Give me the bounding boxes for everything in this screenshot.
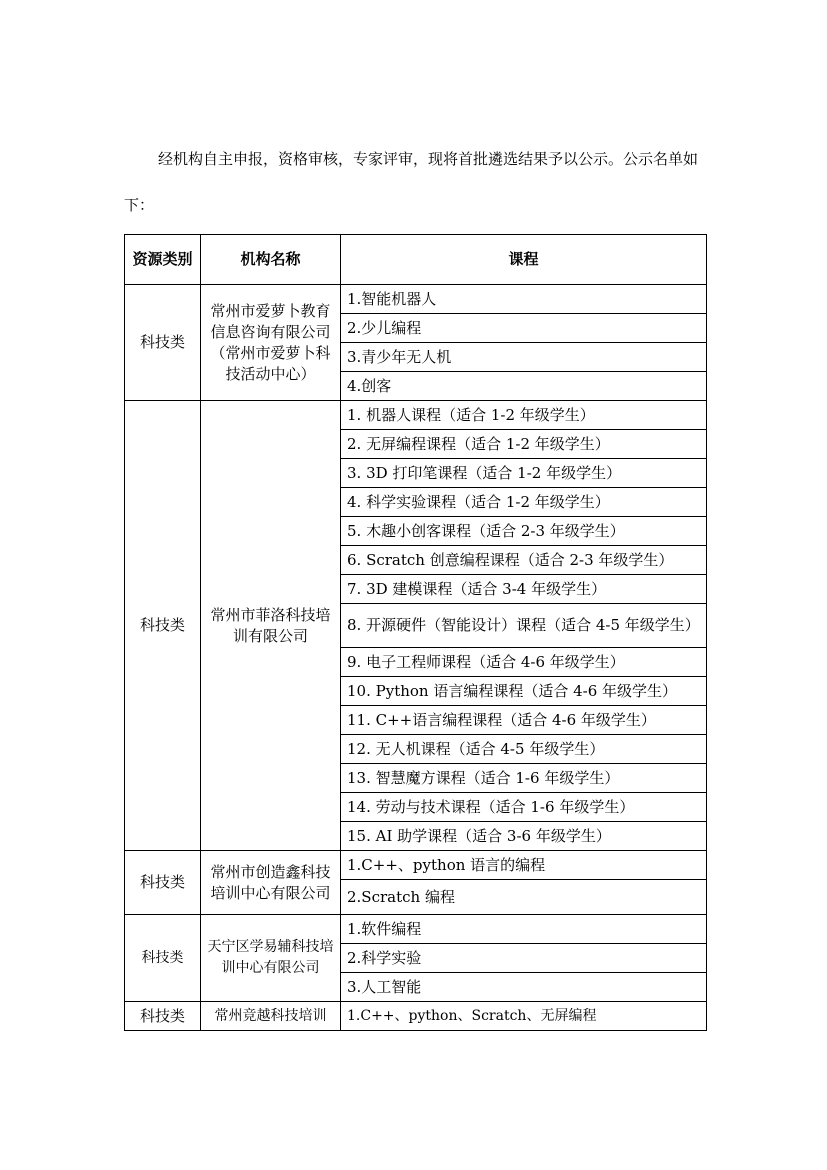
category-cell: 科技类 [125,285,201,401]
course-cell: 1.C++、python、Scratch、无屏编程 [341,1002,707,1031]
course-cell: 4. 科学实验课程（适合 1-2 年级学生） [341,488,707,517]
header-org: 机构名称 [201,235,341,285]
course-cell: 7. 3D 建模课程（适合 3-4 年级学生） [341,575,707,604]
table-row [125,401,707,430]
course-cell: 1. 机器人课程（适合 1-2 年级学生） [341,401,707,430]
course-cell: 10. Python 语言编程课程（适合 4-6 年级学生） [341,677,707,706]
course-cell: 2.少儿编程 [341,314,707,343]
course-cell: 12. 无人机课程（适合 4-5 年级学生） [341,735,707,764]
header-category: 资源类别 [125,235,201,285]
course-cell: 1.软件编程 [341,915,707,944]
category-cell: 科技类 [125,1002,201,1031]
org-cell: 常州市爱萝卜教育信息咨询有限公司（常州市爱萝卜科技活动中心） [201,285,341,401]
org-cell: 常州竞越科技培训 [201,1002,341,1031]
course-cell: 15. AI 助学课程（适合 3-6 年级学生） [341,822,707,851]
course-cell: 2.Scratch 编程 [341,880,707,915]
intro-paragraph: 经机构自主申报，资格审核，专家评审，现将首批遴选结果予以公示。公示名单如下： [124,150,699,214]
course-cell: 2.科学实验 [341,944,707,973]
table-header-row [125,235,707,285]
category-cell: 科技类 [125,851,201,915]
course-cell: 8. 开源硬件（智能设计）课程（适合 4-5 年级学生） [341,604,707,648]
course-cell: 3.人工智能 [341,973,707,1002]
table-row [125,285,707,314]
org-cell: 天宁区学易辅科技培训中心有限公司 [201,915,341,1002]
course-cell: 1.C++、python 语言的编程 [341,851,707,880]
course-cell: 14. 劳动与技术课程（适合 1-6 年级学生） [341,793,707,822]
category-cell: 科技类 [125,401,201,851]
course-cell: 3. 3D 打印笔课程（适合 1-2 年级学生） [341,459,707,488]
course-cell: 6. Scratch 创意编程课程（适合 2-3 年级学生） [341,546,707,575]
table-row [125,1002,707,1031]
institution-course-table [124,234,707,1031]
course-cell: 4.创客 [341,372,707,401]
course-cell: 13. 智慧魔方课程（适合 1-6 年级学生） [341,764,707,793]
org-cell: 常州市创造鑫科技培训中心有限公司 [201,851,341,915]
category-cell: 科技类 [125,915,201,1002]
table-row [125,915,707,944]
course-cell: 3.青少年无人机 [341,343,707,372]
header-courses: 课程 [341,235,707,285]
course-cell: 9. 电子工程师课程（适合 4-6 年级学生） [341,648,707,677]
org-cell: 常州市菲洛科技培训有限公司 [201,401,341,851]
course-cell: 2. 无屏编程课程（适合 1-2 年级学生） [341,430,707,459]
table-row [125,851,707,880]
course-cell: 5. 木趣小创客课程（适合 2-3 年级学生） [341,517,707,546]
course-cell: 11. C++语言编程课程（适合 4-6 年级学生） [341,706,707,735]
course-cell: 1.智能机器人 [341,285,707,314]
